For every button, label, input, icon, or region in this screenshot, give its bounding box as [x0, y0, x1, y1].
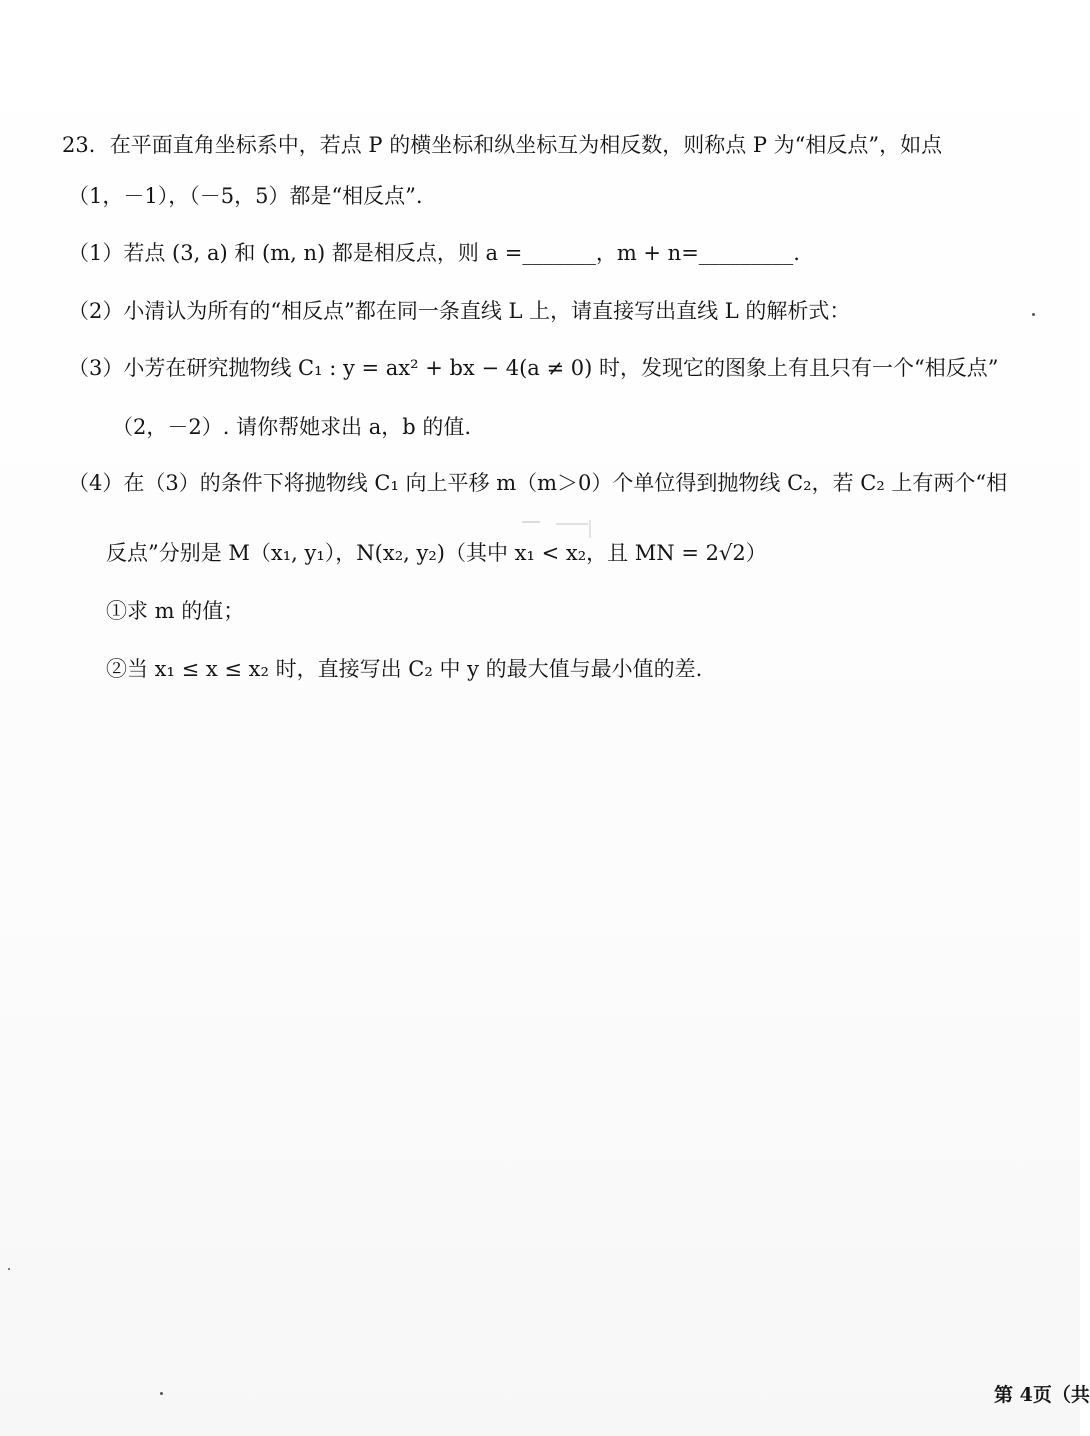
part-4-question-continued: 反点”分别是 M（x₁, y₁），N(x₂, y₂)（其中 x₁ < x₂，且 MN = 2√2）: [106, 541, 767, 565]
part-4-question: （4）在（3）的条件下将抛物线 C₁ 向上平移 m（m＞0）个单位得到抛物线 C₂，若 C₂ 上有两个“相: [68, 471, 1008, 495]
part-2-question: （2）小清认为所有的“相反点”都在同一条直线 L 上，请直接写出直线 L 的解析式：: [68, 299, 851, 323]
problem-23-statement: 23．在平面直角坐标系中，若点 P 的横坐标和纵坐标互为相反数，则称点 P 为“相反点”，如点: [62, 133, 943, 157]
part-3-question: （3）小芳在研究抛物线 C₁ : y = ax² + bx − 4(a ≠ 0) 时，发现它的图象上有且只有一个“相反点”: [68, 356, 999, 380]
part-3-question-continued: （2，－2）. 请你帮她求出 a，b 的值.: [112, 415, 472, 439]
part-4-subquestion-2: ②当 x₁ ≤ x ≤ x₂ 时，直接写出 C₂ 中 y 的最大值与最小值的差.: [106, 657, 703, 681]
scan-speck: [1032, 313, 1035, 316]
scan-speck: [8, 1268, 10, 1270]
problem-23-examples: （1，－1），（－5，5）都是“相反点”.: [68, 184, 423, 208]
scan-smudge: [516, 518, 594, 540]
page-number: 第 4页（共: [994, 1384, 1090, 1406]
part-1-question: （1）若点 (3, a) 和 (m, n) 都是相反点，则 a =_______，m + n=_________.: [68, 241, 800, 265]
part-4-subquestion-1: ①求 m 的值；: [106, 599, 245, 623]
scan-speck: [160, 1392, 163, 1395]
